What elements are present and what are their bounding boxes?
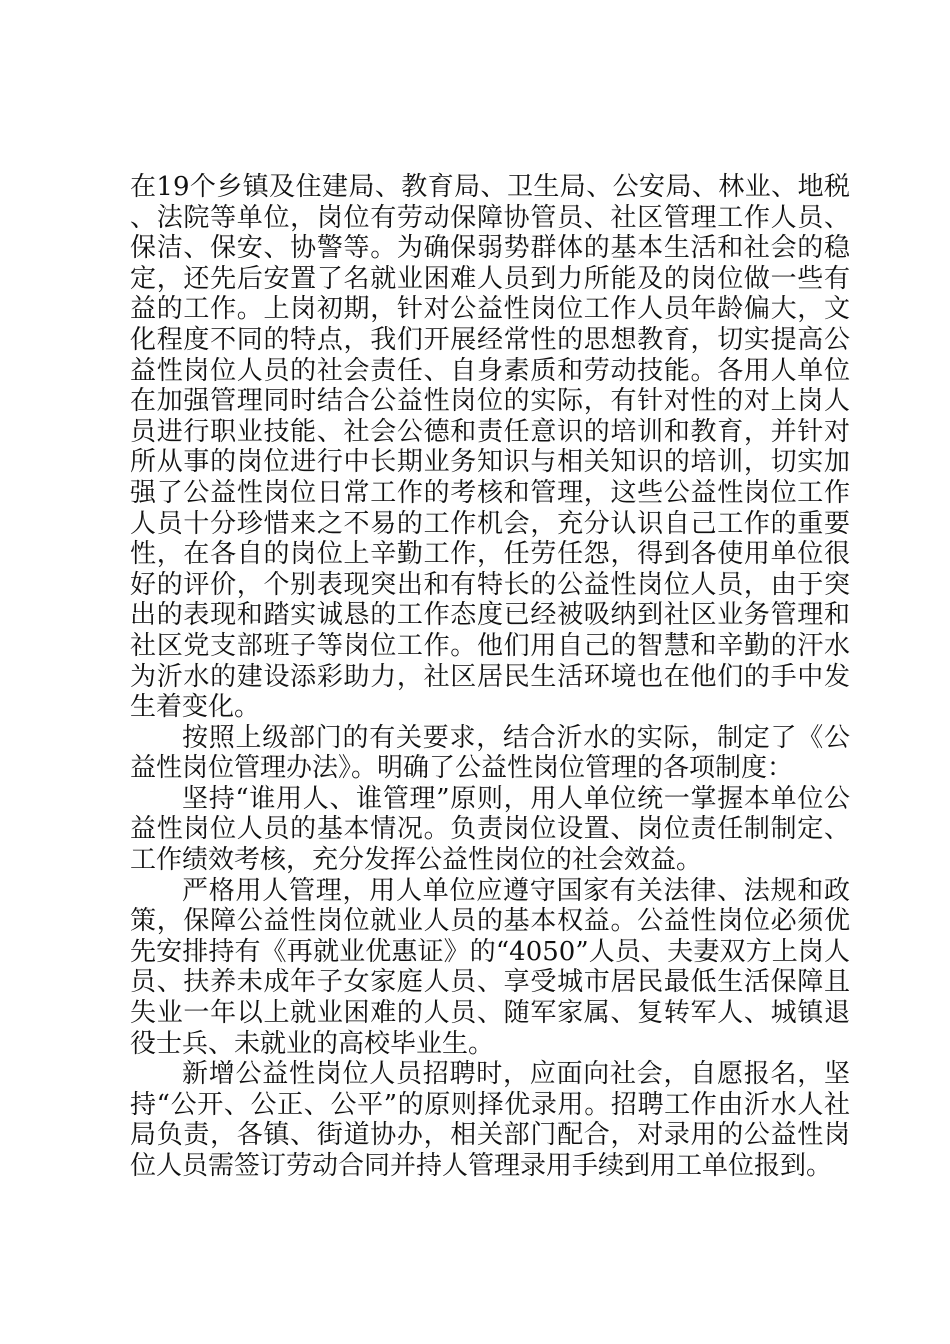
paragraph-1: 在19个乡镇及住建局、教育局、卫生局、公安局、林业、地税、法院等单位，岗位有劳动保障协管员、社区管理工作人员、保洁、保安、协警等。为确保弱势群体的基本生活和社会的稳定，还先后安置了名就业困难人员到力所能及的岗位做一些有益的工作。上岗初期，针对公益性岗位工作人员年龄偏大，文化程度不同的特点，我们开展经常性的思想教育，切实提高公益性岗位人员的社会责任、自身素质和劳动技能。各用人单位在加强管理同时结合公益性岗位的实际，有针对性的对上岗人员进行职业技能、社会公德和责任意识的培训和教育，并针对所从事的岗位进行中长期业务知识与相关知识的培训，切实加强了公益性岗位日常工作的考核和管理，这些公益性岗位工作人员十分珍惜来之不易的工作机会，充分认识自己工作的重要性，在各自的岗位上辛勤工作，任劳任怨，得到各使用单位很好的评价，个别表现突出和有特长的公益性岗位人员，由于突出的表现和踏实诚恳的工作态度已经被吸纳到社区业务管理和社区党支部班子等岗位工作。他们用自己的智慧和辛勤的汗水为沂水的建设添彩助力，社区居民生活环境也在他们的手中发生着变化。: [130, 172, 850, 723]
document-body: [130, 172, 850, 1182]
paragraph-2: 按照上级部门的有关要求，结合沂水的实际，制定了《公益性岗位管理办法》。明确了公益性岗位管理的各项制度：: [130, 722, 850, 784]
paragraph-4: 严格用人管理，用人单位应遵守国家有关法律、法规和政策，保障公益性岗位就业人员的基本权益。公益性岗位必须优先安排持有《再就业优惠证》的“4050”人员、夫妻双方上岗人员、扶养未成年子女家庭人员、享受城市居民最低生活保障且失业一年以上就业困难的人员、随军家属、复转军人、城镇退役士兵、未就业的高校毕业生。: [130, 875, 850, 1059]
paragraph-3: 坚持“谁用人、谁管理”原则，用人单位统一掌握本单位公益性岗位人员的基本情况。负责岗位设置、岗位责任制制定、工作绩效考核，充分发挥公益性岗位的社会效益。: [130, 783, 850, 876]
paragraph-5: 新增公益性岗位人员招聘时，应面向社会，自愿报名，坚持“公开、公正、公平”的原则择优录用。招聘工作由沂水人社局负责，各镇、街道协办，相关部门配合，对录用的公益性岗位人员需签订劳动合同并持人管理录用手续到用工单位报到。: [130, 1059, 850, 1181]
